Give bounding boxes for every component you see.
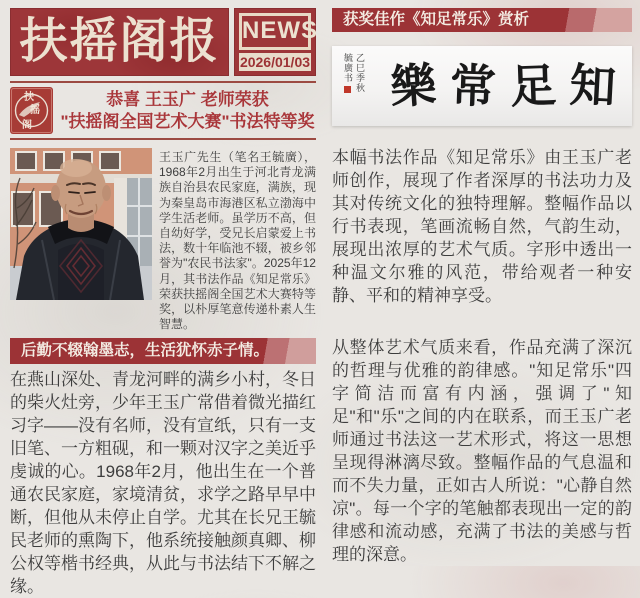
calligraphy-char-chang: 常 [448, 58, 497, 114]
bio-text: 王玉广先生（笔名王毓廣），1968年2月出生于河北青龙满族自治县农民家庭，满族，现为秦皇岛市海港区私立渤海中学生活老师。虽学历不高，但自幼好学，受兄长启蒙爱上书法，数十年临池不辍，被乡邻誉为"农民书法家"。2025年12月，其书法作品《知足常乐》荣获扶摇阁全国艺术大赛特等奖，以朴厚笔意传递朴素人生智慧。 [159, 150, 316, 332]
calligraphy-char-zhi: 知 [568, 57, 618, 115]
left-article: 在燕山深处、青龙河畔的满乡小村，冬日的柴火灶旁，少年王玉广常借着微光描红习字——没有名师，没有宣纸，只有一支旧笔、一方粗砚，和一颗对汉字之美近乎虔诚的心。1968年2月，他出生在一个普通农民家庭，家境清贫，求学之路早早中断，但他从未停止自学。尤其在长兄王毓民老师的熏陶下，他系统接触颜真卿、柳公权等楷书经典，从此与书法结下不解之缘。 [10, 370, 316, 597]
portrait-illustration [10, 148, 152, 300]
left-column [10, 8, 316, 598]
signature-name-column [342, 53, 352, 119]
artist-seal-icon [344, 86, 351, 93]
signature-date: 乙巳季秋 [354, 53, 364, 93]
calligraphy-characters [390, 46, 616, 120]
svg-text:阁: 阁 [22, 120, 32, 131]
analysis-paragraph-2: 从整体艺术气质来看，作品充满了深沉的哲理与优雅的韵律感。"知足常乐"四字简洁而富有内涵，强调了"知足"和"乐"之间的内在联系，而王玉广老师通过书法这一艺术形式，将这一思想呈现得淋漓尽致。整幅作品的气息温和而不失力量，正如古人所说："心静自然凉"。每一个字的笔触都表现出一定的韵律感和流动感，充满了书法的美感与哲理的深意。 [332, 338, 632, 564]
right-column [332, 8, 632, 566]
congrats-text [59, 89, 316, 133]
congrats-line2: "扶摇阁全国艺术大赛"书法特等奖 [60, 111, 315, 131]
news-date-box [234, 8, 316, 76]
calligraphy-artwork [332, 46, 632, 126]
pavilion-seal-icon [10, 87, 53, 134]
calligraphy-char-zu: 足 [509, 58, 558, 114]
signature-name: 毓廣书 [342, 53, 352, 83]
svg-text:扶: 扶 [24, 92, 34, 103]
masthead [10, 8, 316, 76]
portrait-photo [10, 148, 152, 300]
right-banner: 获奖佳作《知足常乐》赏析 [332, 8, 632, 32]
calligraphy-char-le: 樂 [388, 57, 439, 115]
left-banner: 后勤不辍翰墨志，生活犹怀赤子情。 [10, 338, 316, 364]
congrats-strip [10, 81, 316, 140]
congrats-line1: 恭喜 王玉广 老师荣获 [106, 89, 269, 109]
newspaper-title: 扶摇阁报 [10, 8, 229, 76]
analysis-paragraph-1: 本幅书法作品《知足常乐》由王玉广老师创作，展现了作者深厚的书法功力及其对传统文化的独特理解。整幅作品以行书表现，笔画流畅自然，气韵生动，展现出浓厚的艺术气质。字形中透出一种温文尔雅的风范，带给观者一种安静、平和的精神享受。 [332, 148, 632, 305]
issue-date: 2026/01/03 [239, 54, 311, 70]
news-label: NEWS [239, 13, 311, 50]
calligraphy-signature [342, 53, 364, 119]
profile-section [10, 148, 316, 332]
svg-text:摇: 摇 [30, 105, 40, 116]
